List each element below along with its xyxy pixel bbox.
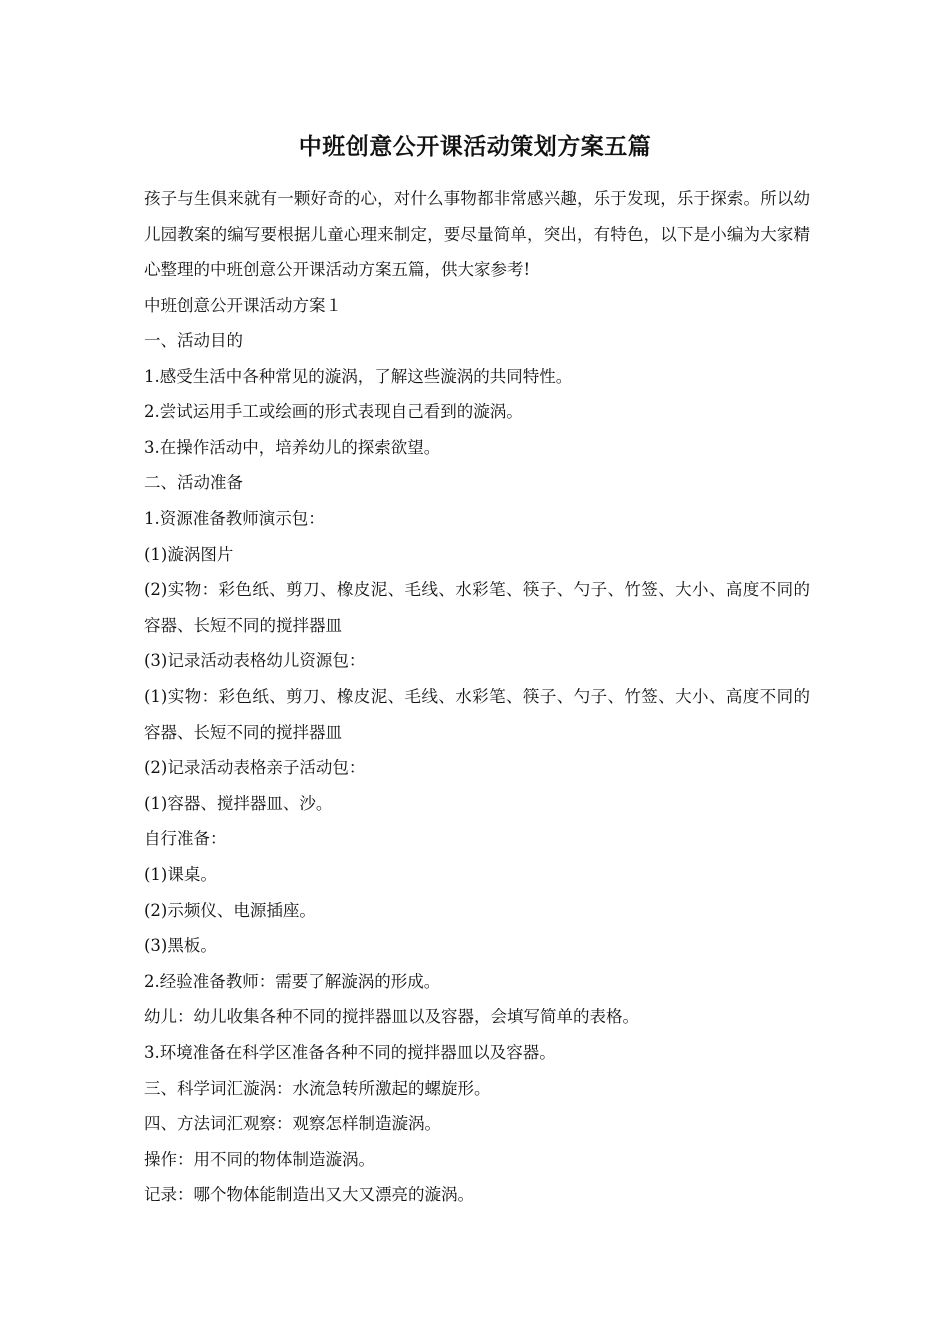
- list-item: 操作：用不同的物体制造漩涡。: [144, 1149, 375, 1169]
- list-item: 自行准备：: [144, 829, 227, 849]
- list-item: (2)示频仪、电源插座。: [144, 900, 316, 920]
- list-item: 记录：哪个物体能制造出又大又漂亮的漩涡。: [144, 1185, 474, 1205]
- list-item: (3)记录活动表格幼儿资源包：: [144, 651, 366, 671]
- list-item: 1.感受生活中各种常见的漩涡，了解这些漩涡的共同特性。: [144, 366, 573, 386]
- document-title: 中班创意公开课活动策划方案五篇: [298, 134, 652, 160]
- subheading: 二、活动准备: [144, 473, 243, 493]
- document-body: [144, 181, 810, 1213]
- list-item: 2.尝试运用手工或绘画的形式表现自己看到的漩涡。: [144, 402, 523, 422]
- list-item: 幼儿：幼儿收集各种不同的搅拌器皿以及容器，会填写简单的表格。: [144, 1007, 639, 1027]
- subheading: 四、方法词汇观察：观察怎样制造漩涡。: [144, 1114, 441, 1134]
- list-item: (1)容器、搅拌器皿、沙。: [144, 793, 333, 813]
- section-heading: 中班创意公开课活动方案１: [144, 295, 342, 315]
- intro-paragraph: 孩子与生俱来就有一颗好奇的心，对什么事物都非常感兴趣，乐于发现，乐于探索。所以幼儿园教案的编写要根据儿童心理来制定，要尽量简单，突出，有特色，以下是小编为大家精心整理的中班创意公开课活动方案五篇，供大家参考!: [144, 189, 810, 279]
- list-item: (1)实物：彩色纸、剪刀、橡皮泥、毛线、水彩笔、筷子、勺子、竹签、大小、高度不同的容器、长短不同的搅拌器皿: [144, 687, 810, 742]
- subheading: 一、活动目的: [144, 331, 243, 351]
- list-item: (1)漩涡图片: [144, 544, 234, 564]
- list-item: (2)实物：彩色纸、剪刀、橡皮泥、毛线、水彩笔、筷子、勺子、竹签、大小、高度不同的容器、长短不同的搅拌器皿: [144, 580, 810, 635]
- list-item: 3.在操作活动中，培养幼儿的探索欲望。: [144, 437, 441, 457]
- subheading: 三、科学词汇漩涡：水流急转所激起的螺旋形。: [144, 1078, 491, 1098]
- list-item: (3)黑板。: [144, 936, 217, 956]
- list-item: (2)记录活动表格亲子活动包：: [144, 758, 366, 778]
- list-item: (1)课桌。: [144, 865, 217, 884]
- list-item: 3.环境准备在科学区准备各种不同的搅拌器皿以及容器。: [144, 1042, 556, 1062]
- list-item: 2.经验准备教师：需要了解漩涡的形成。: [144, 971, 441, 991]
- list-item: 1.资源准备教师演示包：: [144, 509, 325, 529]
